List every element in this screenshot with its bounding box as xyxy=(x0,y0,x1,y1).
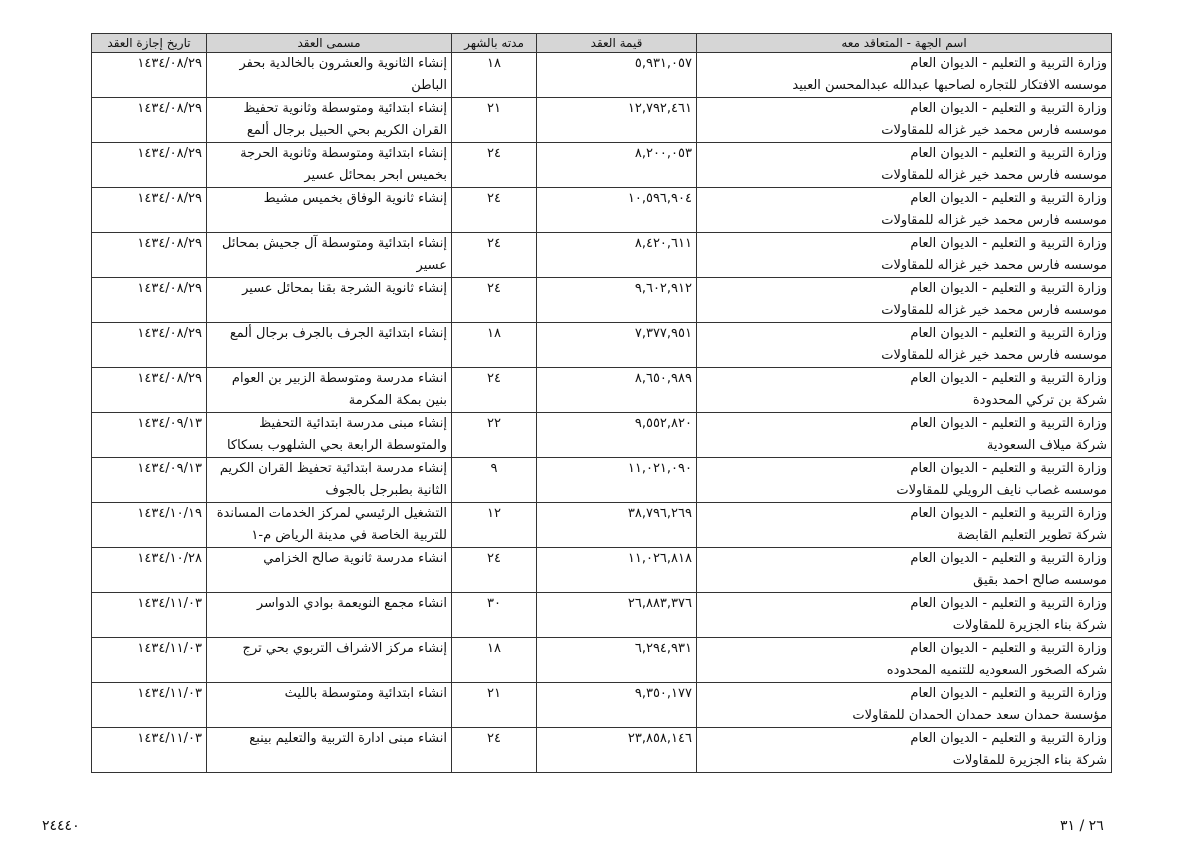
contract-value-cell: ٣٨,٧٩٦,٢٦٩ xyxy=(537,503,697,548)
contract-name-cell: إنشاء مدرسة ابتدائية تحفيظ القران الكريم الثانية بطبرجل بالجوف xyxy=(207,458,452,503)
entity-cell xyxy=(697,143,1112,188)
contractor-name: شركة تطوير التعليم القابضة xyxy=(956,528,1107,543)
contractor-name: موسسه غصاب نايف الرويلي للمقاولات xyxy=(896,483,1107,498)
entity-cell xyxy=(697,233,1112,278)
contract-name-cell: إنشاء ابتدائية الجرف بالجرف برجال ألمع xyxy=(207,323,452,368)
duration-cell: ٢٢ xyxy=(452,413,537,458)
entity-cell xyxy=(697,413,1112,458)
entity-name: وزارة التربية و التعليم - الديوان العام xyxy=(910,596,1107,611)
entity-cell xyxy=(697,53,1112,98)
approval-date-cell: ١٤٣٤/٠٨/٢٩ xyxy=(92,368,207,413)
entity-name: وزارة التربية و التعليم - الديوان العام xyxy=(910,326,1107,341)
contractor-name: موسسه الافتكار للتجاره لصاحبها عبدالله عبدالمحسن العبيد xyxy=(792,78,1107,93)
contractor-name: موسسه فارس محمد خير غزاله للمقاولات xyxy=(881,168,1107,183)
entity-cell xyxy=(697,593,1112,638)
header-duration: مدته بالشهر xyxy=(452,34,537,53)
approval-date-cell: ١٤٣٤/٠٨/٢٩ xyxy=(92,53,207,98)
contract-value-cell: ٨,٤٢٠,٦١١ xyxy=(537,233,697,278)
approval-date-cell: ١٤٣٤/٠٨/٢٩ xyxy=(92,278,207,323)
contractor-name: موسسه فارس محمد خير غزاله للمقاولات xyxy=(881,213,1107,228)
table-row xyxy=(92,593,1112,638)
contract-name-cell: إنشاء ثانوية الشرجة بقنا بمحائل عسير xyxy=(207,278,452,323)
contract-name-cell: إنشاء ابتدائية ومتوسطة آل جحيش بمحائل عسير xyxy=(207,233,452,278)
entity-name: وزارة التربية و التعليم - الديوان العام xyxy=(910,191,1107,206)
contract-value-cell: ٧,٣٧٧,٩٥١ xyxy=(537,323,697,368)
approval-date-cell: ١٤٣٤/٠٩/١٣ xyxy=(92,413,207,458)
contract-name-cell: التشغيل الرئيسي لمركز الخدمات المساندة للتربية الخاصة في مدينة الرياض م-١ xyxy=(207,503,452,548)
duration-cell: ٢٤ xyxy=(452,728,537,773)
entity-cell xyxy=(697,728,1112,773)
entity-cell xyxy=(697,503,1112,548)
approval-date-cell: ١٤٣٤/٠٨/٢٩ xyxy=(92,98,207,143)
table-row xyxy=(92,233,1112,278)
duration-cell: ١٨ xyxy=(452,638,537,683)
contract-value-cell: ٩,٦٠٢,٩١٢ xyxy=(537,278,697,323)
entity-name: وزارة التربية و التعليم - الديوان العام xyxy=(910,686,1107,701)
approval-date-cell: ١٤٣٤/٠٨/٢٩ xyxy=(92,233,207,278)
contract-name-cell: إنشاء مبنى مدرسة ابتدائية التحفيظ والمتوسطة الرابعة بحي الشلهوب بسكاكا xyxy=(207,413,452,458)
contract-value-cell: ١٢,٧٩٢,٤٦١ xyxy=(537,98,697,143)
contract-name-cell: إنشاء الثانوية والعشرون بالخالدية بحفر الباطن xyxy=(207,53,452,98)
entity-cell xyxy=(697,98,1112,143)
entity-name: وزارة التربية و التعليم - الديوان العام xyxy=(910,506,1107,521)
entity-name: وزارة التربية و التعليم - الديوان العام xyxy=(910,146,1107,161)
header-entity: اسم الجهة - المتعاقد معه xyxy=(697,34,1112,53)
contract-value-cell: ٥,٩٣١,٠٥٧ xyxy=(537,53,697,98)
entity-name: وزارة التربية و التعليم - الديوان العام xyxy=(910,56,1107,71)
table-row xyxy=(92,278,1112,323)
contractor-name: شركة بناء الجزيرة للمقاولات xyxy=(952,618,1107,633)
table-row xyxy=(92,98,1112,143)
duration-cell: ٢١ xyxy=(452,98,537,143)
contractor-name: موسسه فارس محمد خير غزاله للمقاولات xyxy=(881,348,1107,363)
duration-cell: ١٨ xyxy=(452,53,537,98)
contract-value-cell: ٢٣,٨٥٨,١٤٦ xyxy=(537,728,697,773)
table-row xyxy=(92,188,1112,233)
contractor-name: شركة بناء الجزيرة للمقاولات xyxy=(952,753,1107,768)
approval-date-cell: ١٤٣٤/١١/٠٣ xyxy=(92,683,207,728)
table-header-row xyxy=(92,34,1112,53)
contracts-table xyxy=(91,33,1112,773)
duration-cell: ٢٤ xyxy=(452,233,537,278)
approval-date-cell: ١٤٣٤/١٠/٢٨ xyxy=(92,548,207,593)
entity-cell xyxy=(697,458,1112,503)
entity-name: وزارة التربية و التعليم - الديوان العام xyxy=(910,461,1107,476)
entity-cell xyxy=(697,638,1112,683)
footer-page-number: ٢٦ / ٣١ xyxy=(1060,818,1104,834)
contract-name-cell: انشاء مجمع النويعمة بوادي الدواسر xyxy=(207,593,452,638)
table-row xyxy=(92,503,1112,548)
entity-name: وزارة التربية و التعليم - الديوان العام xyxy=(910,551,1107,566)
contract-name-cell: انشاء مدرسة ثانوية صالح الخزامي xyxy=(207,548,452,593)
entity-name: وزارة التربية و التعليم - الديوان العام xyxy=(910,641,1107,656)
contract-name-cell: انشاء مبنى ادارة التربية والتعليم بينبع xyxy=(207,728,452,773)
approval-date-cell: ١٤٣٤/١١/٠٣ xyxy=(92,593,207,638)
duration-cell: ١٢ xyxy=(452,503,537,548)
entity-cell xyxy=(697,683,1112,728)
table-row xyxy=(92,638,1112,683)
entity-name: وزارة التربية و التعليم - الديوان العام xyxy=(910,416,1107,431)
approval-date-cell: ١٤٣٤/٠٨/٢٩ xyxy=(92,188,207,233)
contract-value-cell: ١١,٠٢٦,٨١٨ xyxy=(537,548,697,593)
contractor-name: مؤسسة حمدان سعد حمدان الحمدان للمقاولات xyxy=(852,708,1107,723)
entity-cell xyxy=(697,548,1112,593)
contract-value-cell: ١٠,٥٩٦,٩٠٤ xyxy=(537,188,697,233)
entity-cell xyxy=(697,368,1112,413)
contractor-name: موسسه فارس محمد خير غزاله للمقاولات xyxy=(881,123,1107,138)
header-contract-value: قيمة العقد xyxy=(537,34,697,53)
duration-cell: ٩ xyxy=(452,458,537,503)
duration-cell: ٣٠ xyxy=(452,593,537,638)
duration-cell: ٢٤ xyxy=(452,548,537,593)
entity-cell xyxy=(697,278,1112,323)
table-row xyxy=(92,728,1112,773)
duration-cell: ٢٤ xyxy=(452,278,537,323)
contract-value-cell: ١١,٠٢١,٠٩٠ xyxy=(537,458,697,503)
table-row xyxy=(92,548,1112,593)
contract-name-cell: انشاء ابتدائية ومتوسطة بالليث xyxy=(207,683,452,728)
contract-value-cell: ٢٦,٨٨٣,٣٧٦ xyxy=(537,593,697,638)
contractor-name: شركه الصخور السعوديه للتنميه المحدوده xyxy=(886,663,1107,678)
contract-name-cell: إنشاء ابتدائية ومتوسطة وثانوية الحرجة بخميس ابحر بمحائل عسير xyxy=(207,143,452,188)
table-row xyxy=(92,53,1112,98)
header-approval-date: تاريخ إجازة العقد xyxy=(92,34,207,53)
duration-cell: ٢٤ xyxy=(452,188,537,233)
entity-cell xyxy=(697,323,1112,368)
contract-value-cell: ٩,٥٥٢,٨٢٠ xyxy=(537,413,697,458)
contractor-name: شركة ميلاف السعودية xyxy=(986,438,1107,453)
approval-date-cell: ١٤٣٤/٠٨/٢٩ xyxy=(92,143,207,188)
contractor-name: شركة بن تركي المحدودة xyxy=(972,393,1107,408)
footer-document-number: ٢٤٤٤٠ xyxy=(42,818,80,834)
contractor-name: موسسه فارس محمد خير غزاله للمقاولات xyxy=(881,303,1107,318)
duration-cell: ١٨ xyxy=(452,323,537,368)
approval-date-cell: ١٤٣٤/١١/٠٣ xyxy=(92,638,207,683)
table-body xyxy=(92,53,1112,773)
contract-name-cell: إنشاء مركز الاشراف التربوي بحي ترج xyxy=(207,638,452,683)
table-row xyxy=(92,143,1112,188)
table-row xyxy=(92,323,1112,368)
header-contract-name: مسمى العقد xyxy=(207,34,452,53)
table-row xyxy=(92,458,1112,503)
entity-name: وزارة التربية و التعليم - الديوان العام xyxy=(910,731,1107,746)
entity-name: وزارة التربية و التعليم - الديوان العام xyxy=(910,371,1107,386)
entity-cell xyxy=(697,188,1112,233)
contract-name-cell: انشاء مدرسة ومتوسطة الزبير بن العوام بنين بمكة المكرمة xyxy=(207,368,452,413)
contract-value-cell: ٦,٢٩٤,٩٣١ xyxy=(537,638,697,683)
contract-name-cell: إنشاء ثانوية الوفاق بخميس مشيط xyxy=(207,188,452,233)
table-row xyxy=(92,413,1112,458)
entity-name: وزارة التربية و التعليم - الديوان العام xyxy=(910,281,1107,296)
contractor-name: موسسه صالح احمد بقيق xyxy=(973,573,1107,588)
approval-date-cell: ١٤٣٤/١٠/١٩ xyxy=(92,503,207,548)
contract-name-cell: إنشاء ابتدائية ومتوسطة وثانوية تحفيظ القران الكريم بحي الحبيل برجال ألمع xyxy=(207,98,452,143)
approval-date-cell: ١٤٣٤/٠٨/٢٩ xyxy=(92,323,207,368)
entity-name: وزارة التربية و التعليم - الديوان العام xyxy=(910,101,1107,116)
contractor-name: موسسه فارس محمد خير غزاله للمقاولات xyxy=(881,258,1107,273)
table-row xyxy=(92,683,1112,728)
approval-date-cell: ١٤٣٤/١١/٠٣ xyxy=(92,728,207,773)
contract-value-cell: ٩,٣٥٠,١٧٧ xyxy=(537,683,697,728)
approval-date-cell: ١٤٣٤/٠٩/١٣ xyxy=(92,458,207,503)
duration-cell: ٢٤ xyxy=(452,143,537,188)
duration-cell: ٢١ xyxy=(452,683,537,728)
table-row xyxy=(92,368,1112,413)
entity-name: وزارة التربية و التعليم - الديوان العام xyxy=(910,236,1107,251)
contract-value-cell: ٨,٦٥٠,٩٨٩ xyxy=(537,368,697,413)
contract-value-cell: ٨,٢٠٠,٠٥٣ xyxy=(537,143,697,188)
duration-cell: ٢٤ xyxy=(452,368,537,413)
